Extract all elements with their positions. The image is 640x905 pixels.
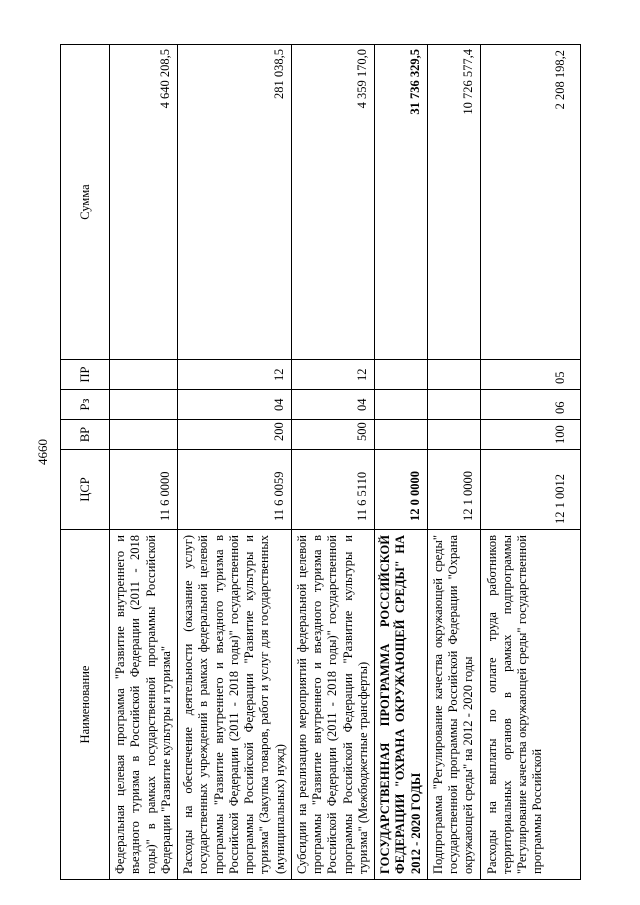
rotated-page bbox=[60, 45, 585, 880]
table-row bbox=[178, 45, 292, 880]
row-vr: 200 bbox=[178, 420, 292, 450]
row-sum: 2 208 198,2 bbox=[480, 45, 580, 360]
row-csr: 12 1 0012 bbox=[480, 450, 580, 530]
row-name: Расходы на обеспечение деятельности (оказание услуг) государственных учреждений в рамках федеральной целевой программы "Развитие внутреннего и въездного туризма в Российской Федерации (2011 - 2018 годы)" государственной программы Российской Федерации "Развитие культуры и туризма" (Закупка товаров, работ и услуг для государственных (муниципальных) нужд) bbox=[178, 530, 292, 880]
table-row bbox=[375, 45, 428, 880]
row-csr: 11 6 0059 bbox=[178, 450, 292, 530]
row-pr: 05 bbox=[480, 360, 580, 390]
row-vr: 500 bbox=[291, 420, 374, 450]
budget-table bbox=[60, 44, 581, 880]
table-row bbox=[291, 45, 374, 880]
row-csr: 12 1 0000 bbox=[427, 450, 480, 530]
row-pr: 12 bbox=[291, 360, 374, 390]
row-rz: 04 bbox=[291, 390, 374, 420]
page-number: 4660 bbox=[35, 439, 50, 465]
col-header-sum: Сумма bbox=[61, 45, 110, 360]
row-sum: 10 726 577,4 bbox=[427, 45, 480, 360]
row-pr bbox=[427, 360, 480, 390]
row-sum: 4 359 170,0 bbox=[291, 45, 374, 360]
col-header-vr: ВР bbox=[61, 420, 110, 450]
row-csr: 11 6 5110 bbox=[291, 450, 374, 530]
row-vr bbox=[375, 420, 428, 450]
row-pr bbox=[375, 360, 428, 390]
table-row bbox=[480, 45, 580, 880]
row-pr bbox=[110, 360, 178, 390]
col-header-csr: ЦСР bbox=[61, 450, 110, 530]
col-header-name: Наименование bbox=[61, 530, 110, 880]
row-rz: 06 bbox=[480, 390, 580, 420]
col-header-rz: Рз bbox=[61, 390, 110, 420]
row-csr: 12 0 0000 bbox=[375, 450, 428, 530]
row-rz bbox=[110, 390, 178, 420]
row-vr: 100 bbox=[480, 420, 580, 450]
row-name: Субсидии на реализацию мероприятий федеральной целевой программы "Развитие внутреннего и въездного туризма в Российской Федерации (2011 - 2018 годы)" государственной программы Российской Федерации "Развитие культуры и туризма" (Межбюджетные трансферты) bbox=[291, 530, 374, 880]
row-name: Расходы на выплаты по оплате труда работников территориальных органов в рамках подпрограммы "Регулирование качества окружающей среды" государственной программы Российской bbox=[484, 535, 545, 874]
row-name-cell bbox=[480, 530, 580, 880]
row-sum: 31 736 329,5 bbox=[375, 45, 428, 360]
row-rz bbox=[375, 390, 428, 420]
row-name: Федеральная целевая программа "Развитие внутреннего и въездного туризма в Российской Федерации (2011 - 2018 годы)" в рамках государственной программы Российской Федерации "Развитие культуры и туризма" bbox=[110, 530, 178, 880]
row-name: Подпрограмма "Регулирование качества окружающей среды" государственной программы Российской Федерации "Охрана окружающей среды" на 2012 - 2020 годы bbox=[427, 530, 480, 880]
row-csr: 11 6 0000 bbox=[110, 450, 178, 530]
table-row bbox=[427, 45, 480, 880]
header-row bbox=[61, 45, 110, 880]
col-header-pr: ПР bbox=[61, 360, 110, 390]
row-sum: 281 038,5 bbox=[178, 45, 292, 360]
row-rz: 04 bbox=[178, 390, 292, 420]
row-vr bbox=[110, 420, 178, 450]
row-rz bbox=[427, 390, 480, 420]
table-row bbox=[110, 45, 178, 880]
row-vr bbox=[427, 420, 480, 450]
row-pr: 12 bbox=[178, 360, 292, 390]
row-name: ГОСУДАРСТВЕННАЯ ПРОГРАММА РОССИЙСКОЙ ФЕДЕРАЦИИ "ОХРАНА ОКРУЖАЮЩЕЙ СРЕДЫ" НА 2012 - 2020 ГОДЫ bbox=[375, 530, 428, 880]
row-sum: 4 640 208,5 bbox=[110, 45, 178, 360]
